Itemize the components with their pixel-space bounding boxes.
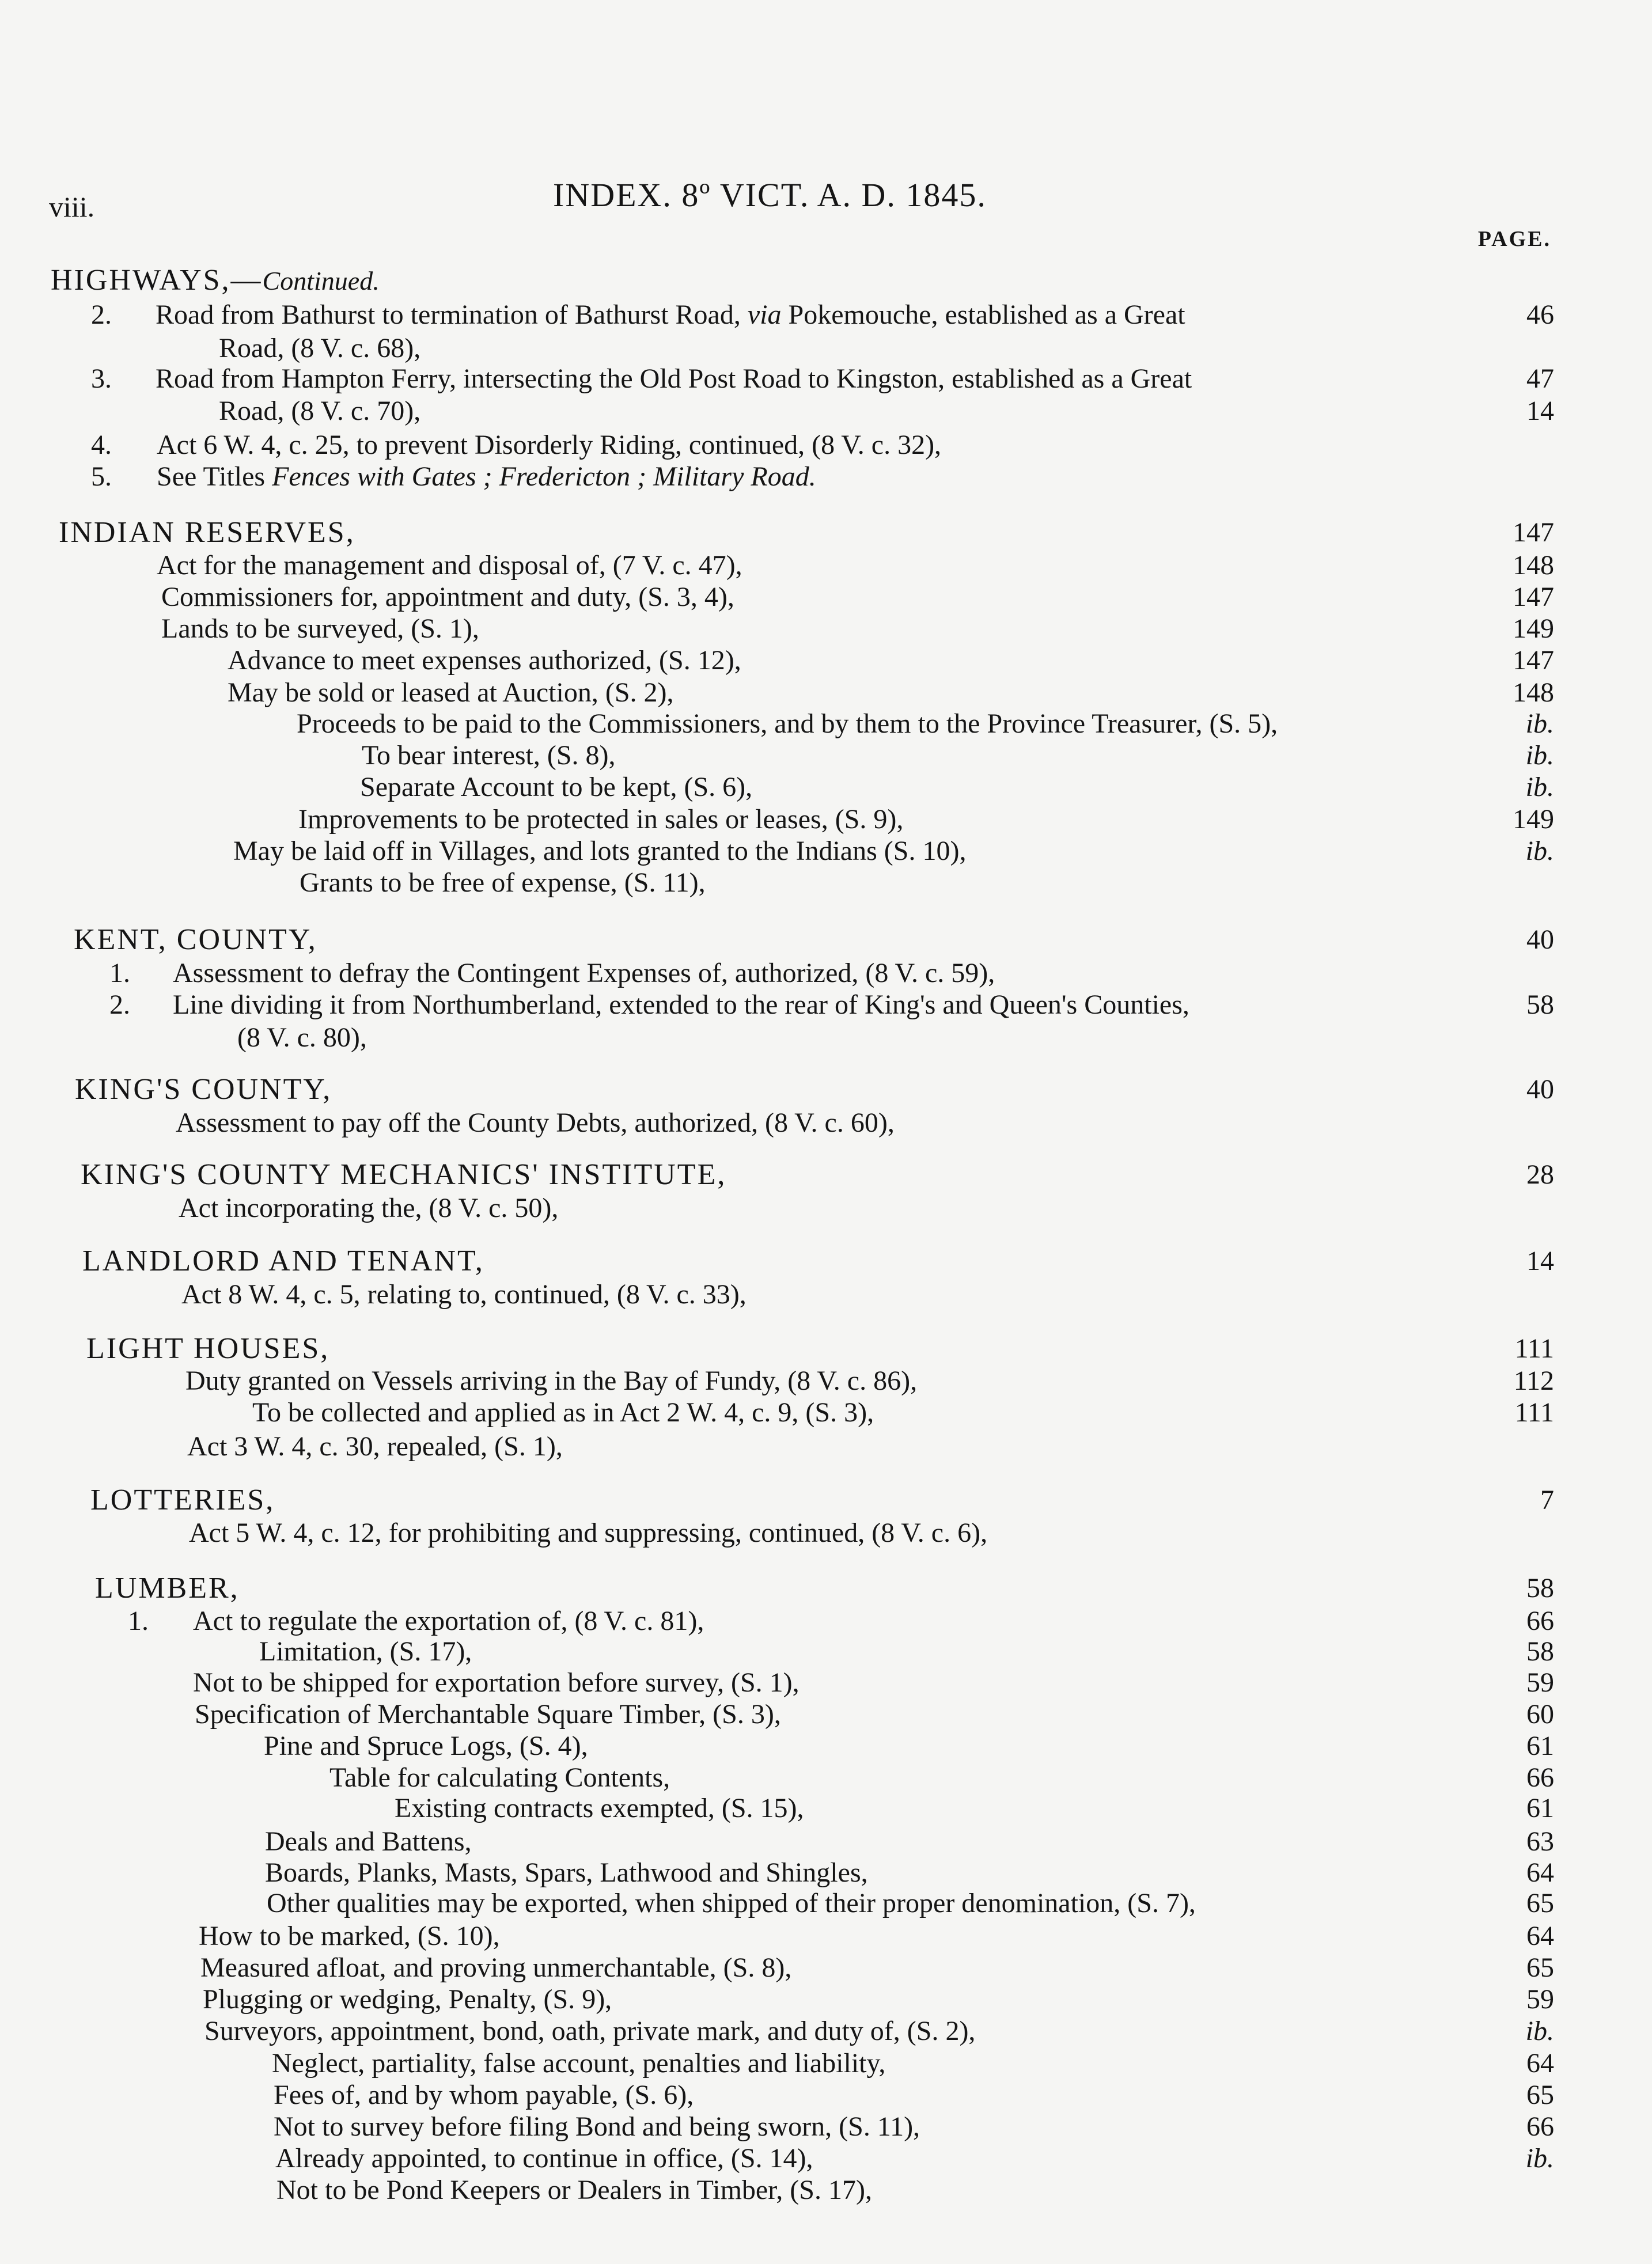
page-number: 60 [1526, 1699, 1554, 1730]
page-number: 61 [1526, 1793, 1554, 1823]
index-entry [0, 2141, 1652, 2176]
entry-text: Surveyors, appointment, bond, oath, private mark, and duty of, (S. 2), [204, 2016, 976, 2046]
entry-text: Act to regulate the exportation of, (8 V. c. 81), [193, 1606, 704, 1636]
entry-text: Plugging or wedging, Penalty, (S. 9), [203, 1984, 612, 2015]
index-entry [0, 1516, 1652, 1550]
entry-number: 4. [91, 430, 112, 460]
page-number: 47 [1526, 363, 1554, 394]
entry-text: Deals and Battens, [265, 1826, 472, 1857]
entry-text: Proceeds to be paid to the Commissioners, and by them to the Province Treasurer, (S. 5), [297, 708, 1278, 739]
page-number: ib. [1525, 740, 1554, 771]
index-entry [0, 1021, 1652, 1055]
heading-text: LOTTERIES, [90, 1484, 275, 1516]
index-entry [0, 428, 1652, 462]
page-number: 58 [1526, 1573, 1554, 1603]
index-entry [0, 362, 1652, 396]
index-entry [0, 1761, 1652, 1795]
heading-text: INDIAN RESERVES, [59, 516, 355, 549]
page-number: 59 [1526, 1984, 1554, 2015]
page-number: 7 [1540, 1485, 1554, 1515]
page-number: 58 [1526, 989, 1554, 1020]
page-number: ib. [1525, 836, 1554, 866]
page-number: ib. [1525, 2016, 1554, 2046]
page-number: 148 [1513, 677, 1554, 708]
page-number: 112 [1513, 1366, 1554, 1396]
entry-text: Assessment to pay off the County Debts, authorized, (8 V. c. 60), [176, 1108, 895, 1138]
page-number: 59 [1526, 1667, 1554, 1698]
page-number: 65 [1526, 1888, 1554, 1918]
entry-text: See Titles Fences with Gates ; Fredericton ; Military Road. [157, 461, 816, 492]
page-number: 14 [1526, 396, 1554, 426]
entry-text: Specification of Merchantable Square Timber, (S. 3), [195, 1699, 781, 1730]
index-heading [0, 1072, 1652, 1107]
entry-text: Commissioners for, appointment and duty, (S. 3, 4), [161, 582, 734, 612]
index-entry [0, 1635, 1652, 1669]
index-entry [0, 298, 1652, 332]
entry-number: 1. [109, 958, 130, 988]
entry-text: Fees of, and by whom payable, (S. 6), [274, 2080, 694, 2110]
running-head: INDEX. 8º VICT. A. D. 1845. [553, 176, 987, 214]
index-entry [0, 612, 1652, 646]
entry-text: Lands to be surveyed, (S. 1), [161, 613, 479, 644]
index-entry [0, 707, 1652, 741]
page-number: 66 [1526, 2111, 1554, 2142]
index-entry [0, 460, 1652, 494]
entry-text: Table for calculating Contents, [329, 1762, 670, 1793]
entry-text: Assessment to defray the Contingent Expenses of, authorized, (8 V. c. 59), [173, 958, 995, 988]
entry-number: 5. [91, 461, 112, 492]
index-entry [0, 2173, 1652, 2208]
entry-text: Line dividing it from Northumberland, extended to the rear of King's and Queen's Counties, [173, 989, 1189, 1020]
entry-text: Neglect, partiality, false account, penalties and liability, [272, 2048, 886, 2079]
index-entry [0, 1856, 1652, 1890]
entry-number: 1. [128, 1606, 149, 1636]
index-entry [0, 834, 1652, 869]
index-entry [0, 2110, 1652, 2144]
heading-text: LUMBER, [95, 1572, 240, 1605]
index-entry [0, 770, 1652, 805]
page-number: 111 [1514, 1397, 1554, 1428]
entry-text: Act 3 W. 4, c. 30, repealed, (S. 1), [187, 1431, 563, 1462]
entry-text: Duty granted on Vessels arriving in the Bay of Fundy, (8 V. c. 86), [185, 1366, 918, 1396]
index-entry [0, 1919, 1652, 1954]
entry-text: Already appointed, to continue in office, (S. 14), [275, 2143, 813, 2174]
entry-text: Improvements to be protected in sales or leases, (S. 9), [298, 804, 904, 835]
index-entry [0, 1697, 1652, 1732]
index-heading [0, 1483, 1652, 1518]
entry-text: Act for the management and disposal of, (7 V. c. 47), [157, 550, 742, 581]
index-entry [0, 1364, 1652, 1398]
index-entry [0, 1825, 1652, 1859]
index-heading [0, 515, 1652, 550]
entry-text: To bear interest, (S. 8), [362, 740, 616, 771]
heading-text: KENT, COUNTY, [74, 923, 317, 956]
entry-text: Not to be shipped for exportation before survey, (S. 1), [193, 1667, 800, 1698]
index-entry [0, 1666, 1652, 1700]
index-entry [0, 1729, 1652, 1764]
entry-text: Act 6 W. 4, c. 25, to prevent Disorderly Riding, continued, (8 V. c. 32), [157, 430, 942, 460]
index-entry [0, 580, 1652, 615]
page-number: 40 [1526, 924, 1554, 955]
index-heading [0, 1571, 1652, 1606]
entry-text: Act 8 W. 4, c. 5, relating to, continued, (8 V. c. 33), [181, 1279, 747, 1310]
index-entry [0, 2046, 1652, 2081]
page-number: 148 [1513, 550, 1554, 581]
page-number: 66 [1526, 1606, 1554, 1636]
heading-text: HIGHWAYS,—Continued. [51, 264, 380, 297]
entry-text: (8 V. c. 80), [237, 1022, 367, 1053]
page-number: 28 [1526, 1159, 1554, 1190]
entry-text: Measured afloat, and proving unmerchantable, (S. 8), [200, 1952, 792, 1983]
index-entry [0, 643, 1652, 678]
index-entry [0, 1429, 1652, 1464]
index-entry [0, 1604, 1652, 1639]
index-entry [0, 1982, 1652, 2017]
index-entry [0, 988, 1652, 1022]
index-entry [0, 1951, 1652, 1985]
page-number: 147 [1513, 517, 1554, 548]
page-number: 111 [1514, 1333, 1554, 1364]
entry-text: Road from Hampton Ferry, intersecting the Old Post Road to Kingston, established as a Great [156, 363, 1192, 394]
page-number: 61 [1526, 1731, 1554, 1761]
index-heading [0, 263, 1652, 298]
entry-text: Pine and Spruce Logs, (S. 4), [264, 1731, 588, 1761]
entry-text: Not to be Pond Keepers or Dealers in Timber, (S. 17), [276, 2175, 872, 2205]
page-number: 14 [1526, 1246, 1554, 1276]
page-number: 149 [1513, 613, 1554, 644]
entry-text: Separate Account to be kept, (S. 6), [360, 772, 753, 802]
index-entry [0, 866, 1652, 900]
index-entry [0, 956, 1652, 991]
index-entry [0, 1277, 1652, 1312]
folio: viii. [49, 191, 95, 223]
entry-text: Act incorporating the, (8 V. c. 50), [179, 1193, 559, 1223]
index-entry [0, 802, 1652, 837]
index-entry [0, 738, 1652, 773]
page-number: 147 [1513, 645, 1554, 676]
entry-text: May be laid off in Villages, and lots granted to the Indians (S. 10), [233, 836, 967, 866]
page-number: ib. [1525, 772, 1554, 802]
index-heading [0, 1244, 1652, 1279]
entry-number: 3. [91, 363, 112, 394]
index-heading [0, 1332, 1652, 1366]
heading-text: KING'S COUNTY, [75, 1073, 332, 1106]
index-heading [0, 1158, 1652, 1192]
entry-text: Limitation, (S. 17), [259, 1636, 472, 1667]
entry-text: May be sold or leased at Auction, (S. 2), [228, 677, 674, 708]
page-number: ib. [1525, 708, 1554, 739]
page-number: 64 [1526, 1921, 1554, 1951]
page-number: 64 [1526, 1857, 1554, 1888]
heading-text: LANDLORD AND TENANT, [82, 1245, 484, 1277]
page-number: 46 [1526, 299, 1554, 330]
index-entry [0, 2078, 1652, 2113]
page-number: 40 [1526, 1074, 1554, 1105]
entry-text: Act 5 W. 4, c. 12, for prohibiting and suppressing, continued, (8 V. c. 6), [189, 1518, 988, 1548]
entry-text: Road from Bathurst to termination of Bathurst Road, via Pokemouche, established as a Great [156, 299, 1185, 330]
entry-text: Advance to meet expenses authorized, (S. 12), [228, 645, 741, 676]
entry-text: Grants to be free of expense, (S. 11), [300, 867, 706, 898]
entry-text: Road, (8 V. c. 68), [219, 333, 421, 363]
index-entry [0, 1395, 1652, 1430]
entry-text: Existing contracts exempted, (S. 15), [395, 1793, 804, 1823]
page-number: 147 [1513, 582, 1554, 612]
page-number: 63 [1526, 1826, 1554, 1857]
index-entry [0, 1886, 1652, 1921]
index-entry [0, 394, 1652, 428]
page-number: 149 [1513, 804, 1554, 835]
entry-text: Other qualities may be exported, when shipped of their proper denomination, (S. 7), [267, 1888, 1196, 1918]
page-number: 65 [1526, 1952, 1554, 1983]
entry-text: Boards, Planks, Masts, Spars, Lathwood and Shingles, [265, 1857, 868, 1888]
index-entry [0, 1191, 1652, 1226]
index-entry [0, 548, 1652, 583]
page-number: ib. [1525, 2143, 1554, 2174]
entry-text: To be collected and applied as in Act 2 W. 4, c. 9, (S. 3), [252, 1397, 874, 1428]
entry-text: Not to survey before filing Bond and being sworn, (S. 11), [274, 2111, 920, 2142]
entry-text: How to be marked, (S. 10), [199, 1921, 500, 1951]
index-heading [0, 923, 1652, 957]
page-number: 66 [1526, 1762, 1554, 1793]
heading-text: LIGHT HOUSES, [86, 1332, 330, 1365]
entry-text: Road, (8 V. c. 70), [219, 396, 421, 426]
index-entry [0, 1791, 1652, 1826]
index-entry [0, 676, 1652, 710]
page-number: 58 [1526, 1636, 1554, 1667]
heading-text: KING'S COUNTY MECHANICS' INSTITUTE, [81, 1158, 727, 1191]
index-entry [0, 331, 1652, 366]
index-entry [0, 2014, 1652, 2049]
entry-number: 2. [91, 299, 112, 330]
entry-number: 2. [109, 989, 130, 1020]
index-entry [0, 1106, 1652, 1140]
page-number: 64 [1526, 2048, 1554, 2079]
page-column-header: PAGE. [1477, 227, 1551, 251]
page-number: 65 [1526, 2080, 1554, 2110]
